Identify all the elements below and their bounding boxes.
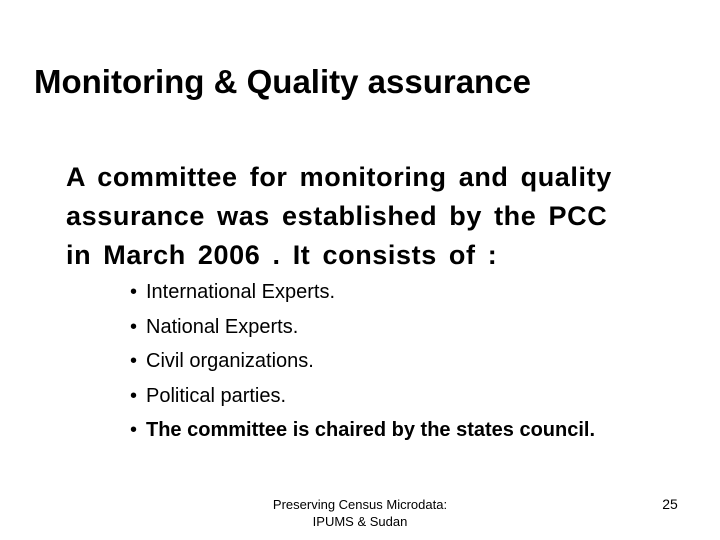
footer-source (250, 496, 470, 530)
footer-source-line: IPUMS & Sudan (312, 514, 408, 529)
list-item-text: Civil organizations. (146, 350, 314, 372)
intro-line: assurance was established by the PCC (66, 201, 608, 231)
intro-paragraph (66, 158, 706, 275)
bullet-icon: • (130, 419, 138, 441)
page-number: 25 (662, 496, 678, 512)
list-item (130, 313, 710, 348)
bullet-icon: • (130, 384, 138, 407)
bullet-icon: • (130, 315, 138, 338)
list-item (130, 278, 710, 313)
list-item-text: The committee is chaired by the states council. (146, 419, 596, 441)
member-list (130, 278, 710, 451)
list-item-text: National Experts. (146, 315, 299, 338)
intro-line: in March 2006 . It consists of : (66, 240, 498, 270)
bullet-icon: • (130, 281, 138, 303)
intro-line: A committee for monitoring and quality (66, 162, 612, 192)
slide-title: Monitoring & Quality assurance (34, 63, 531, 100)
list-item-text: Political parties. (146, 384, 287, 407)
bullet-icon: • (130, 350, 138, 372)
list-item (130, 347, 710, 382)
list-item-text: International Experts. (146, 281, 335, 303)
footer-source-line: Preserving Census Microdata: (272, 497, 448, 512)
list-item (130, 416, 710, 451)
list-item (130, 382, 710, 417)
